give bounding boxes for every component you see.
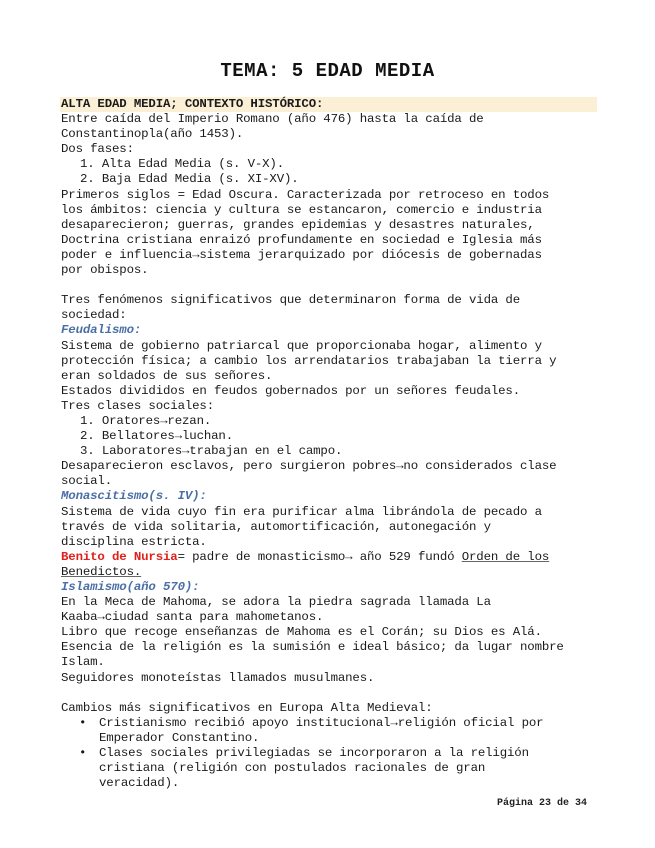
phase-item: 2. Baja Edad Media (s. XI-XV). (80, 172, 299, 187)
benito-text: = padre de monasticismo→ año 529 fundó (177, 549, 462, 564)
benito-line (61, 550, 601, 565)
bullet-line: Clases sociales privilegiadas se incorporaron a la religión (99, 746, 529, 761)
intro-line: Entre caída del Imperio Romano (año 476) hasta la caída de (61, 112, 484, 127)
bullet-list-item (61, 716, 601, 746)
phases-label: Dos fases: (61, 142, 134, 157)
paragraph-line: través de vida solitaria, automortificación, autonegación y (61, 519, 491, 534)
changes-heading: Cambios más significativos en Europa Alta Medieval: (61, 700, 433, 715)
paragraph-line: por obispos. (61, 263, 149, 278)
paragraph-line: Tres fenómenos significativos que determinaron forma de vida de (61, 293, 520, 308)
paragraph-line: disciplina estricta. (61, 534, 207, 549)
bullet-line: cristiana (religión con postulados racionales de gran (99, 761, 486, 776)
paragraph-line: Seguidores monoteístas llamados musulmanes. (61, 670, 375, 685)
orden-benedictos-link-cont[interactable]: Benedictos. (61, 564, 142, 579)
bullet-list-item (61, 746, 601, 791)
paragraph-line: protección física; a cambio los arrendatarios trabajaban la tierra y (61, 353, 557, 368)
paragraph-line: Desaparecieron esclavos, pero surgieron pobres→no considerados clase (61, 459, 557, 474)
subheading-monascitismo: Monascitismo(s. IV): (61, 489, 207, 504)
bullet-line: Emperador Constantino. (99, 730, 260, 745)
document-body (61, 97, 601, 791)
class-item: 3. Laboratores→trabajan en el campo. (80, 444, 343, 459)
bullet-icon: • (79, 746, 87, 761)
paragraph-line: Kaaba→ciudad santa para mahometanos. (61, 610, 324, 625)
paragraph-line: En la Meca de Mahoma, se adora la piedra sagrada llamada La (61, 595, 491, 610)
paragraph-line: Estados divididos en feudos gobernados por un señores feudales. (61, 383, 520, 398)
paragraph-line: sociedad: (61, 308, 127, 323)
paragraph-line: Esencia de la religión es la sumisión e ideal básico; da lugar nombre (61, 640, 564, 655)
paragraph-line: Sistema de vida cuyo fin era purificar alma librándola de pecado a (61, 504, 542, 519)
paragraph-line: poder e influencia→sistema jerarquizado por diócesis de gobernadas (61, 247, 542, 262)
blank-line (61, 686, 601, 701)
class-item: 2. Bellatores→luchan. (80, 429, 233, 444)
paragraph-line: eran soldados de sus señores. (61, 368, 273, 383)
paragraph-line: Libro que recoge enseñanzas de Mahoma es el Corán; su Dios es Alá. (61, 625, 542, 640)
page-title: TEMA: 5 EDAD MEDIA (220, 60, 435, 82)
phase-item: 1. Alta Edad Media (s. V-X). (80, 157, 284, 172)
paragraph-line: Doctrina cristiana enraizó profundamente en sociedad e Iglesia más (61, 232, 542, 247)
benito-name: Benito de Nursia (61, 549, 178, 564)
subheading-islamismo: Islamismo(año 570): (61, 580, 200, 594)
paragraph-line: Tres clases sociales: (61, 398, 214, 413)
paragraph-line: Islam. (61, 655, 105, 670)
blank-line (61, 278, 601, 293)
paragraph-line: social. (61, 474, 112, 489)
class-item: 1. Oratores→rezan. (80, 413, 212, 428)
bullet-icon: • (79, 715, 87, 730)
subheading-feudalismo: Feudalismo: (61, 323, 142, 338)
section-heading: ALTA EDAD MEDIA; CONTEXTO HISTÓRICO: (60, 97, 597, 112)
bullet-line: Cristianismo recibió apoyo institucional→religión oficial por (99, 715, 544, 730)
paragraph-line: los ámbitos: ciencia y cultura se estancaron, comercio e industria (61, 202, 542, 217)
paragraph-line: Sistema de gobierno patriarcal que proporcionaba hogar, alimento y (61, 338, 542, 353)
intro-line: Constantinopla(año 1453). (61, 127, 244, 142)
paragraph-line: desaparecieron; guerras, grandes epidemias y desastres naturales, (61, 217, 535, 232)
benito-line-cont (61, 565, 601, 580)
paragraph-line: Primeros siglos = Edad Oscura. Caracterizada por retroceso en todos (61, 187, 550, 202)
bullet-line: veracidad). (99, 776, 180, 791)
orden-benedictos-link[interactable]: Orden de los (461, 549, 550, 564)
page-number: Página 23 de 34 (497, 798, 588, 809)
